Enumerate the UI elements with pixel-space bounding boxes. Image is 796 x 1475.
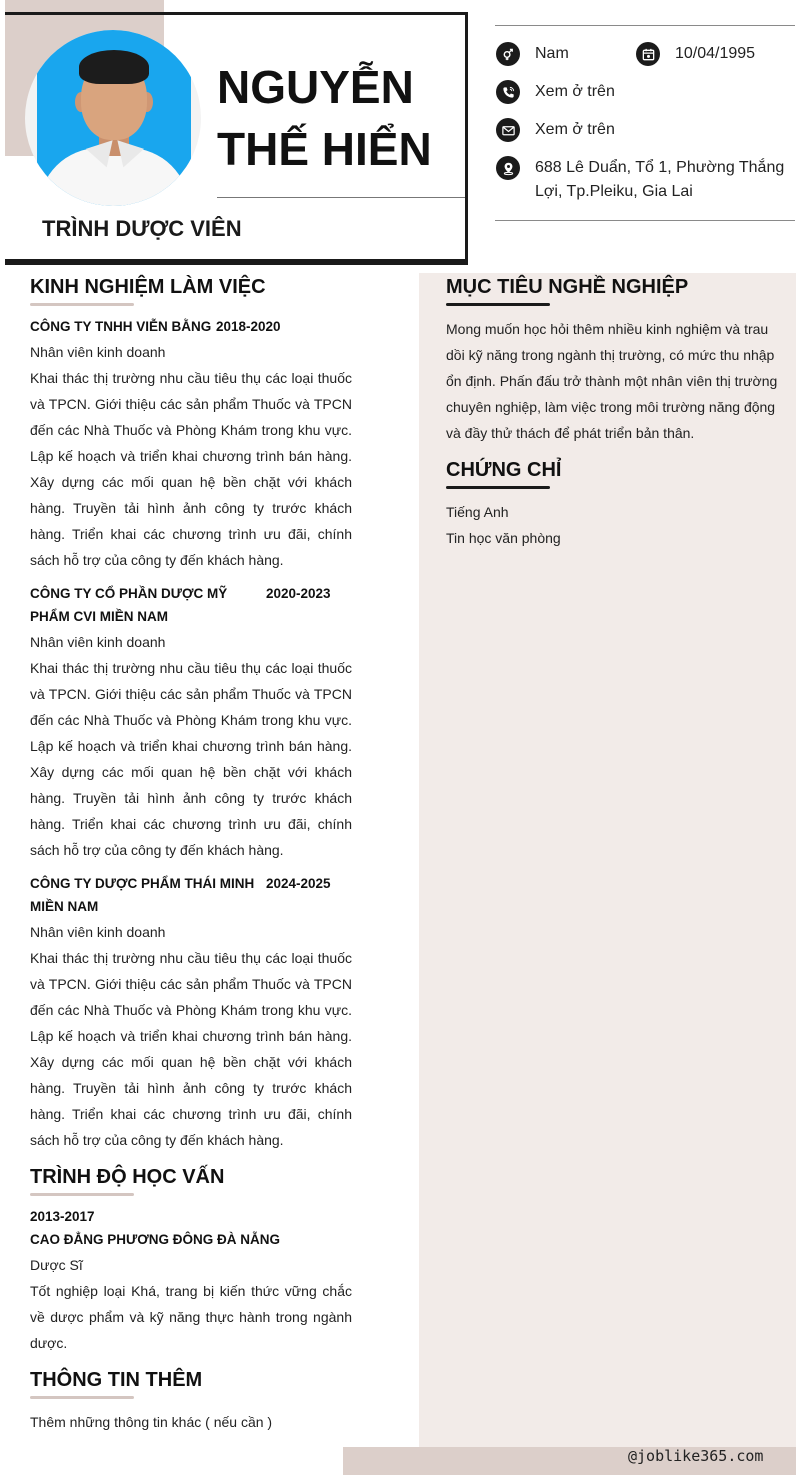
additional-heading: THÔNG TIN THÊM — [30, 1369, 203, 1391]
name-line-1: NGUYỄN — [217, 61, 414, 113]
certificate-item: Tiếng Anh — [446, 504, 509, 520]
job-2-company: CÔNG TY CỔ PHẦN DƯỢC MỸ PHẨM CVI MIỀN NAM — [30, 586, 228, 624]
job-title: TRÌNH DƯỢC VIÊN — [42, 216, 242, 241]
job-2-description: Khai thác thị trường nhu cầu tiêu thụ các loại thuốc và TPCN. Giới thiệu các sản phẩm Thuốc và TPCN đến các Nhà Thuốc và Phòng Khám trong khu vực. Lập kế hoạch và triển khai chương trình bán hàng. Xây dựng các mối quan hệ bền chặt với khách hàng. Truyền tải hình ảnh công ty trước khách hàng. Triển khai các chương trình ưu đãi, chính sách hỗ trợ của công ty đến khách hàng. — [30, 660, 352, 858]
additional-heading-underline — [30, 1396, 134, 1399]
job-3-role: Nhân viên kinh doanh — [30, 924, 166, 940]
certificates-heading-underline — [446, 486, 550, 489]
avatar — [25, 30, 201, 206]
objective-heading: MỤC TIÊU NGHỀ NGHIỆP — [446, 276, 689, 298]
dob-value: 10/04/1995 — [675, 45, 756, 62]
location-icon — [496, 156, 520, 180]
address-value: 688 Lê Duẩn, Tổ 1, Phường Thắng Lợi, Tp.Pleiku, Gia Lai — [535, 159, 785, 200]
name-line-2: THẾ HIỂN — [217, 123, 432, 175]
education-period: 2013-2017 — [30, 1209, 95, 1224]
education-school: CAO ĐẲNG PHƯƠNG ĐÔNG ĐÀ NẴNG — [30, 1232, 280, 1247]
job-2-period: 2020-2023 — [266, 586, 331, 601]
education-heading: TRÌNH ĐỘ HỌC VẤN — [30, 1166, 225, 1188]
job-3-company: CÔNG TY DƯỢC PHẨM THÁI MINH MIỀN NAM — [30, 876, 255, 914]
job-3-description: Khai thác thị trường nhu cầu tiêu thụ các loại thuốc và TPCN. Giới thiệu các sản phẩm Thuốc và TPCN đến các Nhà Thuốc và Phòng Khám trong khu vực. Lập kế hoạch và triển khai chương trình bán hàng. Xây dựng các mối quan hệ bền chặt với khách hàng. Truyền tải hình ảnh công ty trước khách hàng. Triển khai các chương trình ưu đãi, chính sách hỗ trợ của công ty đến khách hàng. — [30, 950, 352, 1148]
objective-text: Mong muốn học hỏi thêm nhiều kinh nghiệm và trau dồi kỹ năng trong ngành thị trường, có mức thu nhập ổn định. Phấn đấu trở thành một nhân viên thị trường chuyên nghiệp, làm việc trong môi trường năng động và đầy thử thách để phát triển bản thân. — [446, 321, 778, 441]
gender-value: Nam — [535, 45, 569, 62]
certificate-item: Tin học văn phòng — [446, 530, 561, 546]
job-1-description: Khai thác thị trường nhu cầu tiêu thụ các loại thuốc và TPCN. Giới thiệu các sản phẩm Thuốc và TPCN đến các Nhà Thuốc và Phòng Khám trong khu vực. Lập kế hoạch và triển khai chương trình bán hàng. Xây dựng các mối quan hệ bền chặt với khách hàng. Truyền tải hình ảnh công ty trước khách hàng. Triển khai các chương trình ưu đãi, chính sách hỗ trợ của công ty đến khách hàng. — [30, 370, 352, 568]
job-1-period: 2018-2020 — [216, 319, 281, 334]
email-value: Xem ở trên — [535, 121, 615, 138]
photo-hair — [79, 50, 149, 84]
phone-icon — [496, 80, 520, 104]
header-frame-bottom — [5, 259, 468, 262]
job-2-role: Nhân viên kinh doanh — [30, 634, 166, 650]
candidate-name — [217, 56, 462, 180]
experience-heading-underline — [30, 303, 134, 306]
experience-heading: KINH NGHIỆM LÀM VIỆC — [30, 276, 266, 298]
contact-divider-bottom — [495, 220, 795, 221]
phone-value: Xem ở trên — [535, 83, 615, 100]
job-1-role: Nhân viên kinh doanh — [30, 344, 166, 360]
education-major: Dược Sĩ — [30, 1257, 83, 1273]
calendar-icon — [636, 42, 660, 66]
contact-divider-top — [495, 25, 795, 26]
name-divider — [217, 197, 465, 198]
job-3-period: 2024-2025 — [266, 876, 331, 891]
education-description: Tốt nghiệp loại Khá, trang bị kiến thức vững chắc về dược phẩm và kỹ năng thực hành trong ngành dược. — [30, 1283, 352, 1351]
watermark: @joblike365.com — [628, 1447, 764, 1465]
job-1-company: CÔNG TY TNHH VIỄN BẰNG — [30, 319, 212, 334]
gender-icon — [496, 42, 520, 66]
objective-heading-underline — [446, 303, 550, 306]
additional-text: Thêm những thông tin khác ( nếu cần ) — [30, 1414, 273, 1430]
right-column-panel — [419, 273, 796, 1475]
certificates-heading: CHỨNG CHỈ — [446, 459, 562, 481]
education-heading-underline — [30, 1193, 134, 1196]
mail-icon — [496, 118, 520, 142]
